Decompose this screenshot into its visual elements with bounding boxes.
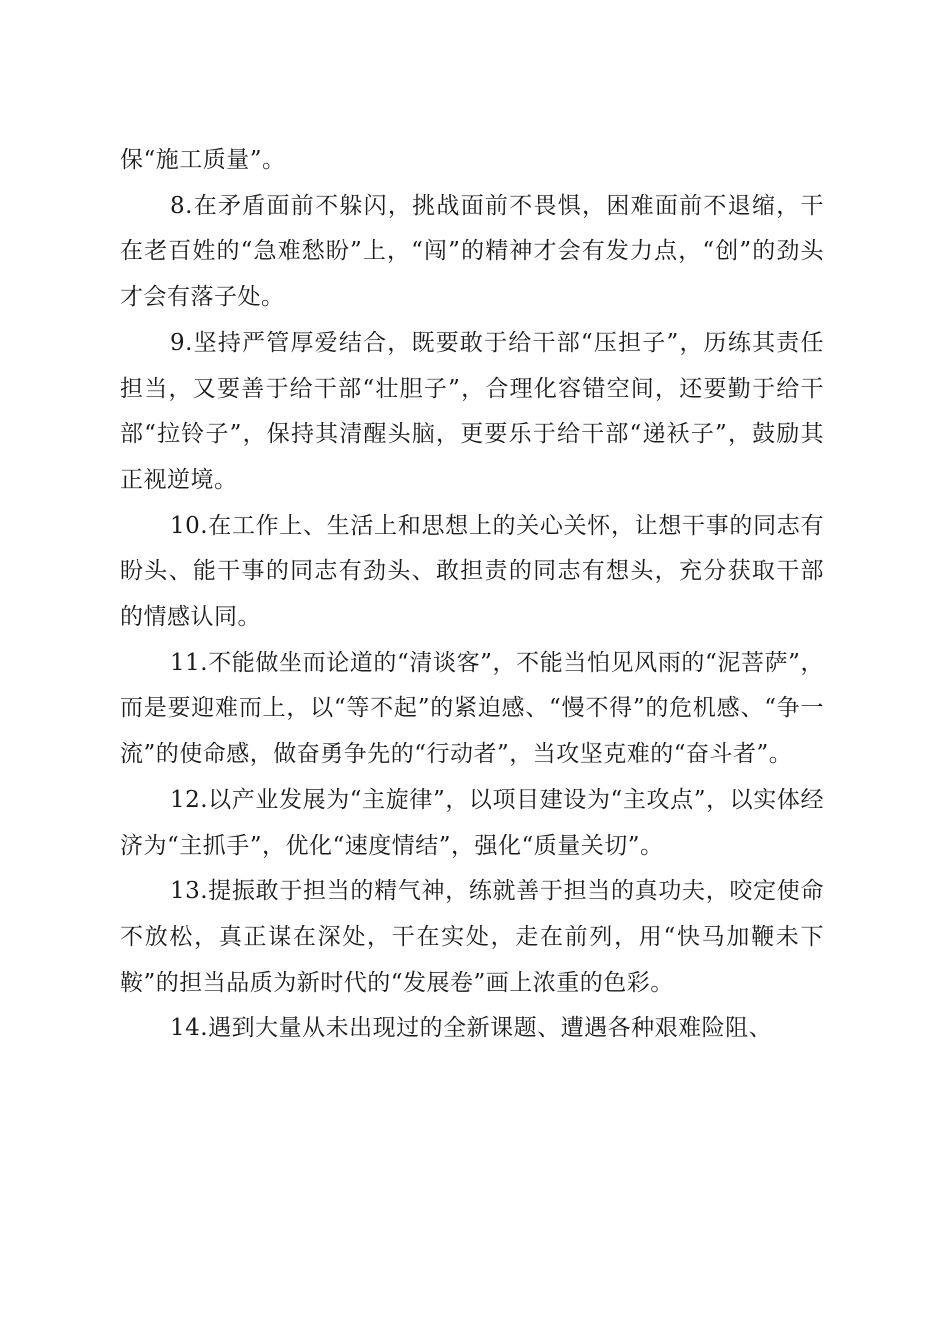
document-body (120, 138, 824, 1052)
paragraph-item-14: 14.遇到大量从未出现过的全新课题、遭遇各种艰难险阻、 (170, 1015, 773, 1042)
paragraph-item-9: 9.坚持严管厚爱结合，既要敢于给干部“压担子”，历练其责任担当，又要善于给干部“壮胆子”，合理化容错空间，还要勤于给干部“拉铃子”，保持其清醒头脑，更要乐于给干部“递袄子”，鼓励其正视逆境。 (120, 329, 824, 493)
paragraph-item-11: 11.不能做坐而论道的“清谈客”，不能当怕见风雨的“泥菩萨”，而是要迎难而上，以“等不起”的紧迫感、“慢不得”的危机感、“争一流”的使命感，做奋勇争先的“行动者”，当攻坚克难的“奋斗者”。 (120, 649, 824, 768)
paragraph-item-13: 13.提振敢于担当的精气神，练就善于担当的真功夫，咬定使命不放松，真正谋在深处，干在实处，走在前列，用“快马加鞭未下鞍”的担当品质为新时代的“发展卷”画上浓重的色彩。 (120, 878, 824, 996)
paragraph-continuation: 保“施工质量”。 (120, 147, 286, 173)
paragraph-item-12: 12.以产业发展为“主旋律”，以项目建设为“主攻点”，以实体经济为“主抓手”，优化“速度情结”，强化“质量关切”。 (120, 786, 824, 859)
paragraph-item-10: 10.在工作上、生活上和思想上的关心关怀，让想干事的同志有盼头、能干事的同志有劲头、敢担责的同志有想头，充分获取干部的情感认同。 (120, 512, 824, 631)
paragraph-item-8: 8.在矛盾面前不躲闪，挑战面前不畏惧，困难面前不退缩，干在老百姓的“急难愁盼”上，“闯”的精神才会有发力点，“创”的劲头才会有落子处。 (120, 192, 824, 311)
